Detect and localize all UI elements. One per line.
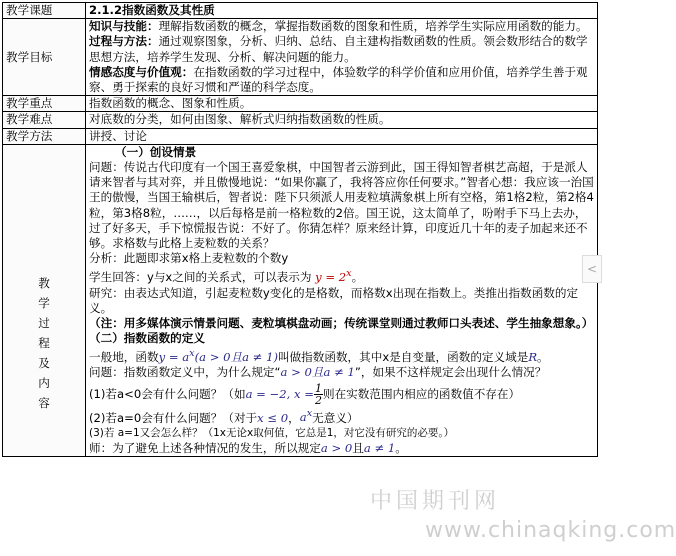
fraction-denominator: 2 — [314, 393, 322, 407]
formula-condition: (a > 0且a ≠ 1) — [194, 350, 278, 365]
label-method: 教学方法 — [3, 128, 86, 144]
case-a-negative-tail: 则在实数范围内相应的函数值不存在） — [322, 386, 521, 401]
watermark-chinese: 中国期刊网 — [370, 489, 501, 514]
formula-y-ax — [159, 350, 278, 364]
teacher-summary-and: 且 — [352, 440, 364, 455]
label-process-char: 及 — [38, 355, 50, 370]
question-why — [89, 365, 594, 380]
watermark-url: www.chinaqking.com — [425, 518, 676, 543]
difficult-value: 对底数的分类，如何由图象、解析式归纳指数函数的性质。 — [86, 112, 598, 128]
scenario-analysis: 分析：此题即求第x格上麦粒数的个数y — [89, 251, 289, 266]
formula-y-ax-base: y = a — [158, 350, 190, 365]
process-cell — [86, 144, 598, 456]
table-row-key — [3, 96, 598, 112]
teacher-summary — [89, 441, 594, 456]
label-process-char: 学 — [38, 295, 50, 310]
goal-knowledge — [89, 19, 594, 34]
case-a-one: (3)若 a=1又会怎么样？（1x无论x取何值，它总是1，对它没有研究的必要。） — [89, 426, 455, 439]
topic-value: 2.1.2指数函数及其性质 — [86, 3, 598, 19]
domain-R: R — [528, 350, 538, 365]
definition-text — [89, 346, 594, 365]
case-a-zero — [89, 407, 594, 426]
question-condition: a > 0且a ≠ 1 — [280, 365, 355, 380]
table-row-title — [3, 3, 598, 19]
case-a-zero-exp: x — [306, 408, 313, 420]
multimedia-note: （注：用多媒体演示情景问题、麦粒填棋盘动画；传统课堂则通过教师口头表述、学生抽象想象。） — [89, 315, 594, 330]
definition-body: 叫做指数函数，其中x是自变量，函数的定义域是 — [277, 350, 529, 365]
label-process-char: 容 — [38, 395, 50, 410]
side-collapse-button[interactable]: < — [582, 255, 602, 283]
goal-emotion — [89, 65, 594, 95]
goal-emotion-text: 在指数函数的学习过程中，体验数学的科学价值和应用价值，培养学生善于观察、勇于探索的良好习惯和严谨的科学态度。 — [89, 64, 588, 95]
formula-y-2x-exp: x — [346, 268, 352, 280]
goals-cell — [86, 19, 598, 96]
label-goals: 教学目标 — [3, 19, 86, 96]
case-a-zero-tail: 无意义） — [312, 410, 359, 425]
case-a-zero-lead: (2)若a=0会有什么问题？（对于 — [89, 410, 258, 425]
label-key: 教学重点 — [3, 96, 86, 112]
definition-lead: 一般地，函数 — [89, 350, 159, 365]
case-a-zero-base: a — [299, 410, 307, 425]
section-scenario-title: （一）创设情景 — [115, 144, 197, 159]
goal-process-title: 过程与方法： — [89, 34, 159, 49]
label-topic: 教学课题 — [3, 3, 86, 19]
case-a-zero-power — [300, 410, 312, 424]
scenario-story: 问题：传说古代印度有一个国王喜爱象棋，中国智者云游到此，国王得知智者棋艺高超，于是派人请来智者与其对弈，并且傲慢地说：“如果你赢了，我将答应你任何要求。”智者心想：我应该一治国王的傲慢，当国王输棋后，智者说：陛下只须派人用麦粒填满象棋上所有空格，第1格2粒，第2格4粒，第3格8粒，……，以后每格是前一格粒数的2倍。国王说，这太简单了，吩咐手下马上去办，过了好多天，手下惊慌报告说：不好了。你猜怎样？原来经计算，印度近几十年的麦子加起来还不够。求格数与此格上麦粒数的关系？ — [89, 160, 594, 251]
goal-process — [89, 34, 594, 64]
question-lead: 问题：指数函数定义中，为什么规定“ — [89, 365, 281, 380]
label-difficult: 教学难点 — [3, 112, 86, 128]
teacher-summary-lead: 师：为了避免上述各种情况的发生，所以规定 — [89, 440, 321, 455]
label-process-char: 过 — [38, 315, 50, 330]
method-value: 讲授、讨论 — [86, 128, 598, 144]
case-a-negative — [89, 381, 594, 407]
key-value: 指数函数的概念、图象和性质。 — [86, 96, 598, 112]
label-process-char: 内 — [38, 375, 50, 390]
teacher-summary-end: 。 — [395, 440, 407, 455]
fraction-one-half — [314, 383, 323, 406]
formula-y-2x-base: y = 2 — [315, 270, 347, 285]
table-row-difficult — [3, 112, 598, 128]
lesson-plan-table — [2, 2, 598, 457]
case-a-negative-formula: a = −2, x = — [245, 386, 314, 401]
case-a-zero-formula: x ≤ 0 — [257, 410, 289, 425]
student-answer-text: 学生回答：y与x之间的关系式，可以表示为 — [89, 270, 312, 285]
table-row-process — [3, 144, 598, 456]
case-a-zero-sep: ， — [288, 410, 300, 425]
teacher-summary-cond1: a > 0 — [320, 440, 353, 455]
label-process-char: 教 — [38, 275, 50, 290]
label-process-char: 程 — [38, 335, 50, 350]
section-definition-title: （二）指数函数的定义 — [89, 331, 205, 346]
formula-y-2x — [315, 270, 351, 284]
goal-emotion-title: 情感态度与价值观： — [89, 64, 194, 79]
goal-process-text: 通过观察图象，分析、归纳、总结、自主建构指数函数的性质。领会数形结合的数学思想方法，培养学生发现、分析、解决问题的能力。 — [89, 34, 588, 64]
goal-knowledge-text: 理解指数函数的概念，掌握指数函数的图象和性质，培养学生实际应用函数的能力。 — [158, 19, 588, 34]
student-answer — [89, 266, 594, 285]
case-a-negative-lead: (1)若a<0会有什么问题？（如 — [89, 386, 246, 401]
table-row-goals — [3, 19, 598, 96]
teacher-summary-cond2: a ≠ 1 — [363, 440, 396, 455]
fraction-numerator: 1 — [314, 381, 322, 395]
question-tail: ”，如果不这样规定会出现什么情况？ — [354, 365, 547, 380]
research-text: 研究：由表达式知道，引起麦粒数y变化的是格数，而格数x出现在指数上。类推出指数函数的定义。 — [89, 285, 579, 315]
formula-y-ax-exp: x — [189, 348, 195, 360]
goal-knowledge-title: 知识与技能： — [89, 19, 159, 34]
label-process-vertical — [3, 144, 86, 456]
definition-end: 。 — [537, 350, 549, 365]
student-answer-end: 。 — [351, 270, 364, 285]
table-row-method — [3, 128, 598, 144]
lesson-plan-sheet — [2, 2, 598, 457]
